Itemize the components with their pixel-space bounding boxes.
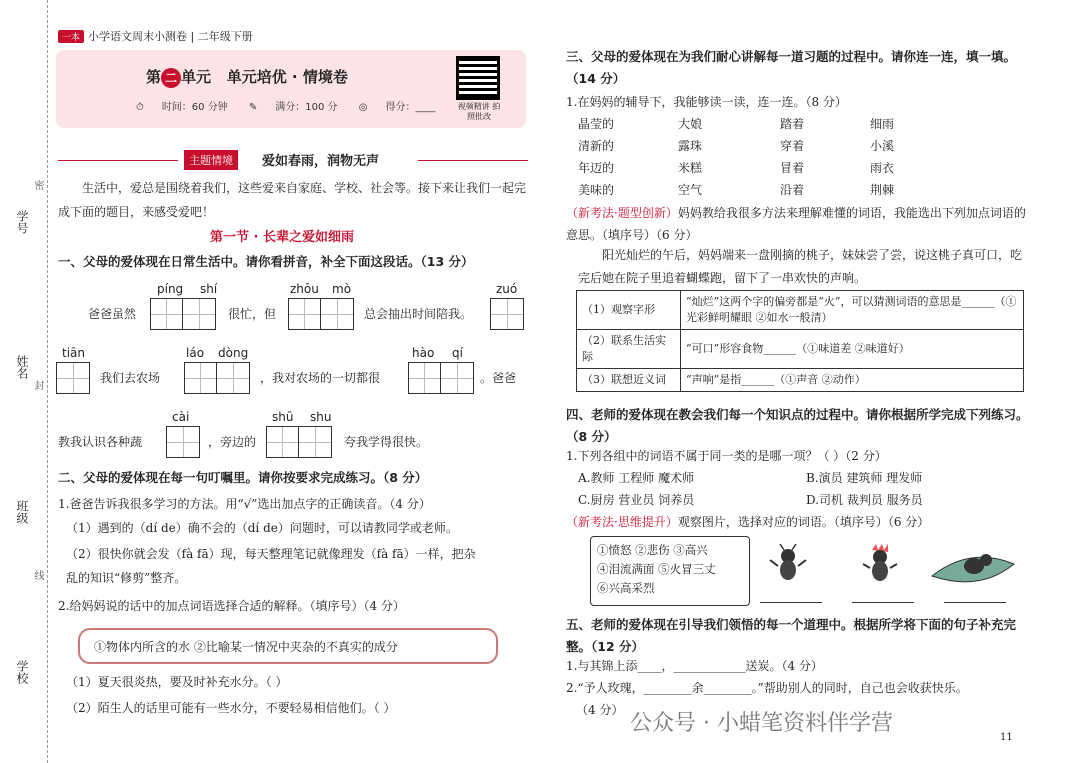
q2-item: （2）陌生人的话里可能有一些水分，不要轻易相信他们。（ ） <box>66 701 396 715</box>
section-title: 第一节 · 长辈之爱如细雨 <box>210 230 354 245</box>
binding-id-label: 学号 <box>15 210 29 234</box>
q4-sub2 <box>566 512 929 532</box>
match-word[interactable]: 米糕 <box>678 161 703 175</box>
table-row <box>577 369 1024 392</box>
match-word[interactable]: 荆棘 <box>870 183 895 197</box>
option-a[interactable]: A.教师 工程师 魔术师 <box>578 471 695 485</box>
answer-blank[interactable] <box>852 602 914 603</box>
option-c[interactable]: C.厨房 营业员 饲养员 <box>578 493 695 507</box>
q2-item: 乱的知识“修剪”整齐。 <box>66 571 187 585</box>
sad-ant-on-leaf-image <box>930 546 1016 590</box>
q3-sub1: 1.在妈妈的辅导下，我能够读一读，连一连。（8 分） <box>566 95 847 109</box>
match-word[interactable]: 空气 <box>678 183 703 197</box>
q2-item: （1）夏天很炎热，要及时补充水分。（ ） <box>66 675 288 689</box>
q1-text: 爸爸虽然 <box>88 307 137 321</box>
unit-suffix: 单元 <box>181 68 212 86</box>
q3-passage: 阳光灿烂的午后，妈妈端来一盘刚摘的桃子，妹妹尝了尝，说这桃子真可口，吃完后她在院子里追着蝴蝶跑，留下了一串欢快的声响。 <box>578 248 1023 285</box>
answer-blank[interactable] <box>944 602 1006 603</box>
char-box[interactable] <box>150 298 216 330</box>
q4-sub1: 1.下列各组中的词语不属于同一类的是哪一项？（ ）（2 分） <box>566 449 887 463</box>
q1-text: ，我对农场的一切都很 <box>260 371 381 385</box>
q2-sub2: 2.给妈妈说的话中的加点词语选择合适的解释。（填序号）（4 分） <box>58 599 405 613</box>
watermark: 公众号 · 小蜡笔资料伴学营 <box>630 711 893 736</box>
q4-sub2-text: 观察图片，选择对应的词语。（填序号）（6 分） <box>677 515 930 529</box>
page-number: 11 <box>1000 732 1013 743</box>
binding-margin <box>0 0 48 763</box>
word-choice-box <box>590 536 750 606</box>
pinyin: dòng <box>218 346 249 360</box>
char-box[interactable] <box>266 426 332 458</box>
table-row <box>577 291 1024 330</box>
table-cell[interactable]: “灿烂”这两个字的偏旁都是“火”，可以猜测词语的意思是______（①光彩鲜明耀眼 ②如水一般清） <box>681 291 1024 330</box>
q2-item: （1）遇到的（dí de）确不会的（dí de）问题时，可以请教同学或老师。 <box>66 521 458 535</box>
answer-blank[interactable] <box>760 602 822 603</box>
match-word[interactable]: 沿着 <box>780 183 805 197</box>
unit-banner <box>56 50 526 128</box>
pinyin: cài <box>172 410 190 424</box>
q3-title: 三、父母的爱体现在为我们耐心讲解每一道习题的过程中。请你连一连，填一填。（14 分） <box>566 49 1017 86</box>
pinyin: tiān <box>62 346 85 360</box>
char-box[interactable] <box>288 298 354 330</box>
happy-ant-image <box>768 544 808 584</box>
intro-text: 生活中，爱总是围绕着我们，这些爱来自家庭、学校、社会等。接下来让我们一起完成下面的题目，来感受爱吧！ <box>58 181 527 219</box>
q5-sub2[interactable]: 2.“予人玫瑰，________余________。”帮助别人的同时，自己也会收获快乐。 <box>566 681 968 695</box>
pinyin: shu <box>310 410 332 424</box>
pinyin: hào <box>412 346 435 360</box>
match-word[interactable]: 穿着 <box>780 139 805 153</box>
char-box[interactable] <box>166 426 200 458</box>
pinyin: shí <box>200 282 218 296</box>
unit-prefix: 第 <box>146 68 162 86</box>
match-word[interactable]: 晶莹的 <box>578 117 615 131</box>
q5-sub1[interactable]: 1.与其锦上添____，____________送炭。（4 分） <box>566 659 823 673</box>
table-cell: （1）观察字形 <box>577 291 681 330</box>
theme-title: 爱如春雨，润物无声 <box>262 154 380 169</box>
exam-full-score: 满分：100 分 <box>275 102 338 113</box>
q1-text: 我们去农场 <box>100 371 161 385</box>
option-d[interactable]: D.司机 裁判员 服务员 <box>806 493 923 507</box>
word-row: ④泪流满面 ⑤火冒三丈 <box>597 562 716 576</box>
pinyin: zhōu <box>290 282 319 296</box>
pinyin: shū <box>272 410 294 424</box>
pinyin: qí <box>452 346 463 360</box>
binding-line-mark: 线 <box>32 570 43 580</box>
q1-text: 夸我学得很快。 <box>344 435 429 449</box>
pinyin: láo <box>186 346 205 360</box>
q3-sub2 <box>566 202 1034 246</box>
meaning-table <box>576 290 1024 392</box>
table-row <box>577 330 1024 369</box>
definition-box: ①物体内所含的水 ②比喻某一情况中夹杂的不真实的成分 <box>78 628 498 664</box>
binding-class-label: 班级 <box>15 500 29 524</box>
q3-sub2-text: 妈妈教给我很多方法来理解难懂的词语，我能选出下列加点词语的意思。（填序号）（6 分） <box>566 206 1026 242</box>
q2-item: （2）很快你就会发（fà fā）现，每天整理笔记就像理发（fà fā）一样，把杂 <box>66 547 476 561</box>
char-box[interactable] <box>56 362 90 394</box>
q2-title: 二、父母的爱体现在每一句叮嘱里。请你按要求完成练习。（8 分） <box>58 470 428 485</box>
q2-sub1: 1.爸爸告诉我很多学习的方法。用“√”选出加点字的正确读音。（4 分） <box>58 497 431 511</box>
binding-name-label: 姓名 <box>15 355 29 379</box>
char-box[interactable] <box>490 298 524 330</box>
exam-title: 单元培优 · 情境卷 <box>226 68 348 86</box>
match-word[interactable]: 年迈的 <box>578 161 615 175</box>
char-box[interactable] <box>184 362 250 394</box>
qr-caption: 视频精讲 拍照批改 <box>457 102 501 121</box>
table-cell[interactable]: “声响”是指______（①声音 ②动作） <box>681 369 1024 392</box>
qr-code-icon[interactable] <box>456 56 500 100</box>
q1-text: 很忙，但 <box>228 307 277 321</box>
theme-line-left <box>58 160 178 161</box>
exam-time: 时间：60 分钟 <box>161 102 228 113</box>
binding-secret-mark: 密 <box>32 180 43 190</box>
char-box[interactable] <box>408 362 474 394</box>
table-cell[interactable]: “可口”形容食物______（①味道差 ②味道好） <box>681 330 1024 369</box>
score-icon: ✎ <box>248 102 258 113</box>
exam-got-score: 得分：____ <box>385 102 436 113</box>
match-word[interactable]: 雨衣 <box>870 161 895 175</box>
target-icon: ◎ <box>358 102 368 113</box>
pinyin: mò <box>332 282 352 296</box>
table-cell: （3）联想近义词 <box>577 369 681 392</box>
series-title: 小学语文周末小测卷 | 二年级下册 <box>88 30 253 43</box>
match-word[interactable]: 小溪 <box>870 139 895 153</box>
series-header <box>58 28 253 44</box>
binding-school-label: 学校 <box>15 660 29 684</box>
match-word[interactable]: 美味的 <box>578 183 615 197</box>
match-word[interactable]: 细雨 <box>870 117 895 131</box>
table-cell: （2）联系生活实际 <box>577 330 681 369</box>
unit-number: 二 <box>161 68 181 88</box>
q1-text: 教我认识各种蔬 <box>58 435 143 449</box>
pinyin: zuó <box>496 282 518 296</box>
q1-text: ，旁边的 <box>208 435 257 449</box>
theme-bar <box>58 150 528 170</box>
q1-title: 一、父母的爱体现在日常生活中。请你看拼音，补全下面这段话。（13 分） <box>58 254 474 269</box>
match-word[interactable]: 大娘 <box>678 117 703 131</box>
new-method-tag: （新考法·题型创新） <box>566 206 678 220</box>
theme-line-right <box>418 160 528 161</box>
binding-seal-mark: 封 <box>32 380 43 390</box>
unit-title <box>146 66 348 88</box>
pinyin: píng <box>157 282 184 296</box>
q5-sub2-score: （4 分） <box>576 703 624 717</box>
match-word[interactable]: 冒着 <box>780 161 805 175</box>
match-word[interactable]: 踏着 <box>780 117 805 131</box>
q1-text: 总会抽出时间陪我。 <box>364 307 473 321</box>
word-row: ⑥兴高采烈 <box>597 581 655 595</box>
thinking-tag: （新考法·思维提升） <box>566 515 678 529</box>
clock-icon: ⏱ <box>136 102 144 113</box>
option-b[interactable]: B.演员 建筑师 理发师 <box>806 471 923 485</box>
series-badge: 一本 <box>58 30 84 43</box>
match-word[interactable]: 清新的 <box>578 139 615 153</box>
word-row: ①愤怒 ②悲伤 ③高兴 <box>597 543 708 557</box>
match-word[interactable]: 露珠 <box>678 139 703 153</box>
exam-meta <box>136 98 453 113</box>
angry-ant-image <box>860 544 900 584</box>
q4-title: 四、老师的爱体现在教会我们每一个知识点的过程中。请你根据所学完成下列练习。（8 分） <box>566 407 1029 444</box>
q1-text: 。爸爸 <box>480 371 517 385</box>
q5-title: 五、老师的爱体现在引导我们领悟的每一个道理中。根据所学将下面的句子补充完整。（12 分） <box>566 617 1017 654</box>
theme-tag: 主题情境 <box>184 150 238 170</box>
